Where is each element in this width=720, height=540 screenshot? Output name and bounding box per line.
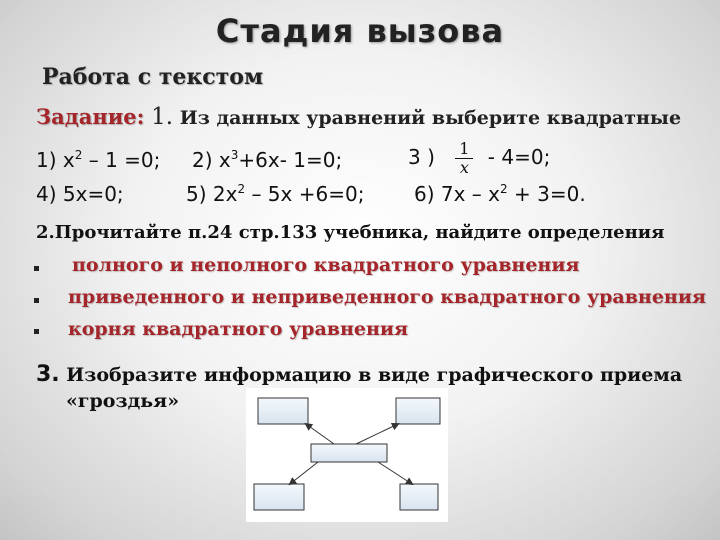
task-2-bullet-3: корня квадратного уравнения [68,318,409,340]
equation-4: 4) 5x=0; [36,182,124,206]
slide-title: Стадия вызова [215,12,505,50]
task-2-bullet-2: приведенного и неприведенного квадратного уравнения [68,286,706,308]
task-3-text: 3. Изобразите информацию в виде графического приема [36,362,683,387]
cluster-box-bottom-left [254,484,304,510]
bullet-marker [34,266,39,271]
cluster-arrow-top-right [356,424,398,444]
equation-1: 1) $x^2 - 1 =0$; [36,148,161,172]
equation-5: 5) $2x^2 - 5x +6=0$; [186,182,365,206]
task-number: 1. [151,104,174,130]
equation-3: 3 ) $\frac{1}{x}$ - 4=0; [408,139,551,177]
cluster-box-bottom-right [400,484,438,510]
task-3-text-cont: «гроздья» [66,390,180,412]
bullet-marker [34,329,39,334]
bullet-marker [34,298,39,303]
fraction-1-over-x: $\frac{1}{x}$ [455,140,473,177]
cluster-arrow-top-left [306,424,334,444]
task-label: Задание: [36,104,145,129]
equation-2: 2) $x^3+6x-$ 1=0; [192,148,343,172]
task-1-line [36,104,681,130]
task-2-bullet-1: полного и неполного квадратного уравнения [72,254,580,276]
cluster-diagram-svg [246,388,448,522]
cluster-box-top-left [258,398,308,424]
cluster-arrow-bottom-right [378,462,412,484]
cluster-box-top-right [396,398,440,424]
task-2-text: 2.Прочитайте п.24 стр.133 учебника, найдите определения [36,222,665,243]
cluster-diagram [246,388,448,522]
equation-6: 6) $7x - x^2 + 3=0$. [414,182,586,206]
cluster-arrow-bottom-left [290,462,318,484]
slide-subtitle: Работа с текстом [42,64,264,90]
task-text: Из данных уравнений выберите квадратные [179,107,682,129]
cluster-box-center [311,444,387,462]
